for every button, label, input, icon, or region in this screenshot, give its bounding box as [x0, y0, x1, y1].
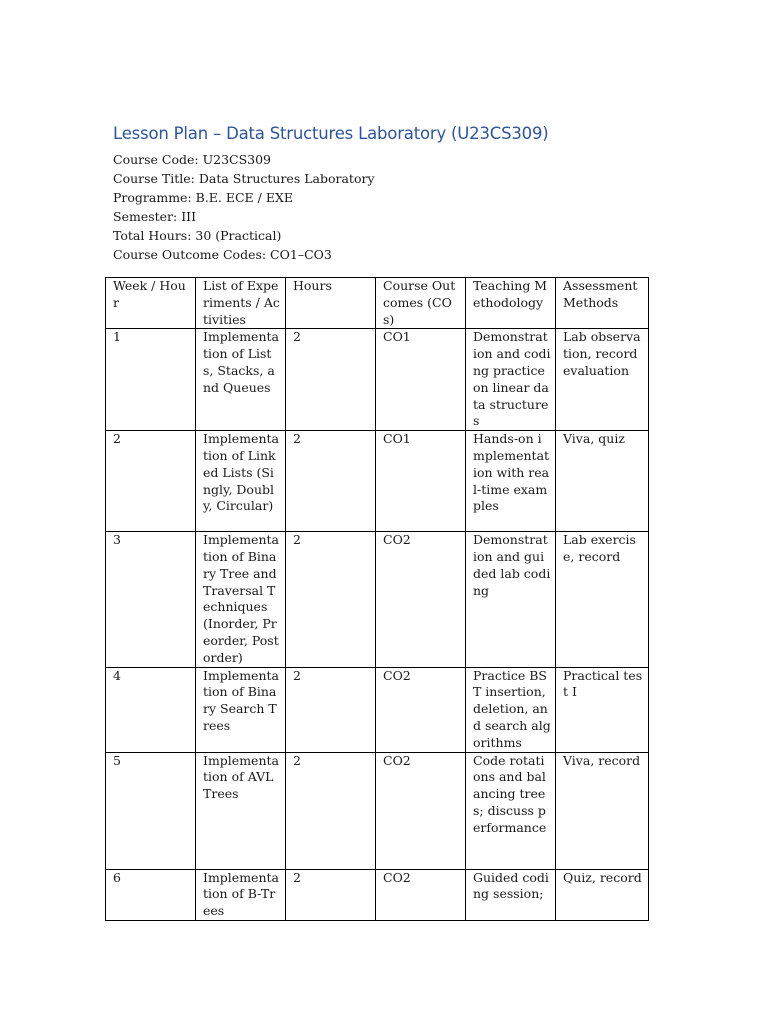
cell-assessment-method: Lab observation, record evaluation: [556, 329, 649, 431]
cell-course-outcome: CO2: [376, 752, 466, 869]
cell-experiment: Implementation of Binary Search Trees: [196, 667, 286, 752]
header-experiments: List of Experiments / Activities: [196, 278, 286, 329]
header-assessment-methods: Assessment Methods: [556, 278, 649, 329]
cell-teaching-methodology: Guided coding session;: [466, 869, 556, 920]
cell-week: 3: [106, 532, 196, 667]
cell-experiment: Implementation of Lists, Stacks, and Queues: [196, 329, 286, 431]
table-row: [106, 329, 649, 431]
cell-course-outcome: CO2: [376, 532, 466, 667]
cell-teaching-methodology: Code rotations and balancing trees; discuss performance: [466, 752, 556, 869]
programme: Programme: B.E. ECE / EXE: [113, 190, 293, 205]
cell-hours: 2: [286, 532, 376, 667]
cell-experiment: Implementation of Binary Tree and Traversal Techniques (Inorder, Preorder, Postorder): [196, 532, 286, 667]
cell-assessment-method: Practical test I: [556, 667, 649, 752]
cell-course-outcome: CO1: [376, 431, 466, 532]
table-row: [106, 667, 649, 752]
cell-teaching-methodology: Practice BST insertion, deletion, and search algorithms: [466, 667, 556, 752]
cell-hours: 2: [286, 869, 376, 920]
cell-course-outcome: CO2: [376, 869, 466, 920]
cell-teaching-methodology: Demonstration and guided lab coding: [466, 532, 556, 667]
table-row: [106, 869, 649, 920]
cell-course-outcome: CO1: [376, 329, 466, 431]
cell-experiment: Implementation of B-Trees: [196, 869, 286, 920]
course-code: Course Code: U23CS309: [113, 152, 272, 167]
semester: Semester: III: [113, 209, 197, 224]
course-outcome-codes: Course Outcome Codes: CO1–CO3: [113, 247, 332, 262]
course-title: Course Title: Data Structures Laboratory: [113, 171, 375, 186]
table-row: [106, 752, 649, 869]
table-header-row: [106, 278, 649, 329]
document-title: Lesson Plan – Data Structures Laboratory (U23CS309): [113, 124, 549, 143]
cell-week: 6: [106, 869, 196, 920]
cell-week: 4: [106, 667, 196, 752]
cell-experiment: Implementation of AVL Trees: [196, 752, 286, 869]
cell-hours: 2: [286, 752, 376, 869]
cell-course-outcome: CO2: [376, 667, 466, 752]
cell-teaching-methodology: Demonstration and coding practice on linear data structures: [466, 329, 556, 431]
header-week-hour: Week / Hour: [106, 278, 196, 329]
cell-week: 5: [106, 752, 196, 869]
header-teaching-methodology: Teaching Methodology: [466, 278, 556, 329]
cell-assessment-method: Viva, quiz: [556, 431, 649, 532]
cell-assessment-method: Lab exercise, record: [556, 532, 649, 667]
course-details: [113, 150, 375, 264]
table-row: [106, 431, 649, 532]
total-hours: Total Hours: 30 (Practical): [113, 228, 282, 243]
cell-hours: 2: [286, 431, 376, 532]
cell-week: 2: [106, 431, 196, 532]
cell-assessment-method: Viva, record: [556, 752, 649, 869]
cell-teaching-methodology: Hands-on implementation with real-time examples: [466, 431, 556, 532]
cell-experiment: Implementation of Linked Lists (Singly, Doubly, Circular): [196, 431, 286, 532]
cell-hours: 2: [286, 329, 376, 431]
table-row: [106, 532, 649, 667]
cell-assessment-method: Quiz, record: [556, 869, 649, 920]
cell-hours: 2: [286, 667, 376, 752]
header-hours: Hours: [286, 278, 376, 329]
lesson-plan-table: [105, 277, 649, 921]
header-course-outcomes: Course Outcomes (COs): [376, 278, 466, 329]
cell-week: 1: [106, 329, 196, 431]
